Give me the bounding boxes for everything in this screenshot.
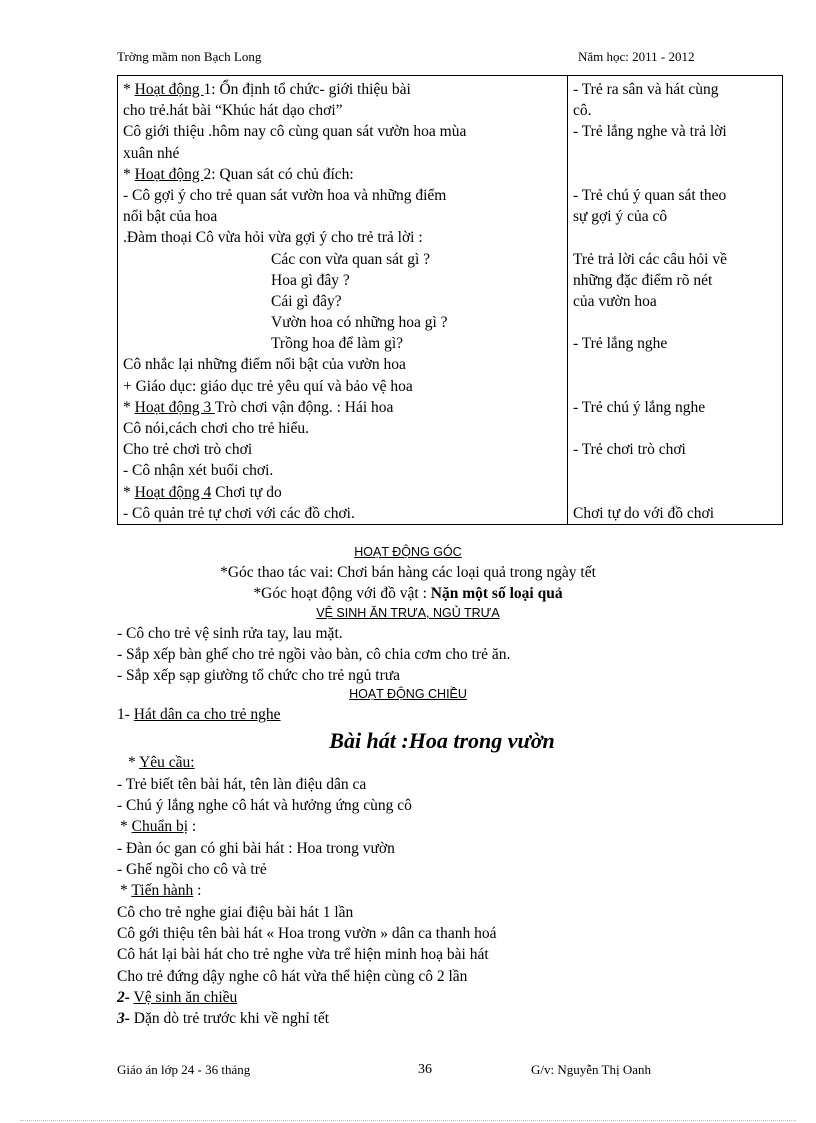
- chieu-item-2-number: 2-: [117, 989, 130, 1006]
- song-title: Bài hát :Hoa trong vườn: [329, 728, 555, 753]
- teacher-activity-line: [123, 482, 564, 503]
- header-school-year: Năm học: 2011 - 2012: [578, 49, 695, 64]
- goc-line-2-label: *Góc hoạt động với đồ vật :: [253, 585, 431, 602]
- teacher-activity-line: Trồng hoa để làm gì?: [271, 335, 404, 353]
- yeucau-line-2: - Chú ý lắng nghe cô hát và hưởng ứng cùng cô: [117, 797, 412, 814]
- tienhanh-heading: * Tiến hành :: [120, 882, 202, 899]
- child-activity-line: [573, 482, 779, 503]
- lesson-plan-table: [117, 75, 783, 525]
- child-activity-line: - Trẻ chú ý lắng nghe: [573, 398, 706, 416]
- teacher-activity-line: .Đàm thoại Cô vừa hỏi vừa gợi ý cho trẻ trả lời :: [123, 229, 423, 247]
- header-school: Trờng mầm non Bạch Long: [117, 49, 262, 64]
- teacher-activity-line: - Cô quản trẻ tự chơi với các đồ chơi.: [123, 504, 355, 522]
- child-activity-line: của vườn hoa: [573, 292, 657, 310]
- activity-label: Hoạt động 3: [134, 398, 215, 416]
- child-activity-line: [573, 227, 779, 248]
- child-activity-line: - Trẻ lắng nghe và trả lời: [573, 123, 727, 141]
- activity-description: Trò chơi vận động. : Hái hoa: [214, 398, 394, 416]
- activity-bullet: *: [123, 483, 135, 501]
- goc-line-2-bold: Nặn một số loại quả: [430, 585, 563, 602]
- teacher-activity-line: xuân nhé: [123, 144, 180, 162]
- activity-bullet: *: [123, 165, 135, 183]
- chieu-item-1: [117, 706, 281, 724]
- activity-label: Hoạt động: [134, 81, 204, 98]
- yeucau-line-1: - Trẻ biết tên bài hát, tên làn điệu dân ca: [117, 776, 367, 793]
- tienhanh-line-1: Cô cho trẻ nghe giai điệu bài hát 1 lần: [117, 904, 354, 921]
- teacher-activity-line: Cô giới thiệu .hôm nay cô cùng quan sát vườn hoa mùa: [123, 123, 467, 141]
- child-activity-line: [573, 312, 779, 333]
- teacher-activity-line: + Giáo dục: giáo dục trẻ yêu quí và bảo vệ hoa: [123, 377, 413, 395]
- chieu-item-1-number: 1-: [117, 706, 134, 723]
- child-activity-line: [573, 376, 779, 397]
- activity-bullet: *: [123, 81, 135, 98]
- teacher-activity-line: - Cô gợi ý cho trẻ quan sát vườn hoa và những điểm: [123, 186, 447, 204]
- chieu-item-2: [117, 989, 237, 1007]
- child-activity-line: sự gợi ý của cô: [573, 208, 668, 226]
- footer-class: Giáo án lớp 24 - 36 tháng: [117, 1062, 251, 1077]
- teacher-activity-line: [123, 397, 564, 418]
- tienhanh-line-4: Cho trẻ đứng dậy nghe cô hát vừa thể hiện cùng cô 2 lần: [117, 968, 468, 985]
- chieu-heading: HOẠT ĐỘNG CHIỀU: [349, 687, 467, 701]
- child-activity-line: [573, 143, 779, 164]
- teacher-activity-line: Vườn hoa có những hoa gì ?: [271, 314, 448, 332]
- teacher-activity-line: Hoa gì đây ?: [271, 271, 350, 289]
- teacher-activity-line: Cái gì đây?: [271, 292, 342, 310]
- goc-line-1: *Góc thao tác vai: Chơi bán hàng các loại quả trong ngày tết: [220, 564, 596, 581]
- teacher-activity-line: Cô nói,cách chơi cho trẻ hiểu.: [123, 420, 309, 437]
- chieu-item-1-label: Hát dân ca cho trẻ nghe: [133, 706, 281, 723]
- teacher-activity-line: Các con vừa quan sát gì ?: [271, 250, 431, 268]
- activity-description: 2: Quan sát có chủ đích:: [203, 165, 354, 183]
- activity-bullet: *: [123, 398, 135, 416]
- vesinh-line-1: - Cô cho trẻ vệ sinh rửa tay, lau mặt.: [117, 625, 343, 642]
- teacher-activity-line: nổi bật của hoa: [123, 208, 218, 226]
- yeucau-label: Yêu cầu:: [139, 754, 195, 771]
- teacher-activity-line: [123, 164, 564, 185]
- chuanbi-heading: * Chuẩn bị :: [120, 818, 197, 835]
- activity-description: Chơi tự do: [211, 483, 282, 501]
- vesinh-line-3: - Sắp xếp sạp giường tổ chức cho trẻ ngủ trưa: [117, 667, 401, 684]
- activity-description: 1: Ổn định tổ chức- giới thiệu bài: [203, 81, 411, 98]
- chuanbi-line-2: - Ghế ngồi cho cô và trẻ: [117, 861, 267, 878]
- page-bottom-divider: [20, 1120, 796, 1121]
- child-activity-line: [573, 164, 779, 185]
- child-activity-line: - Trẻ lắng nghe: [573, 335, 668, 353]
- teacher-activity-line: - Cô nhận xét buổi chơi.: [123, 462, 274, 480]
- child-activity-line: Chơi tự do với đồ chơi: [573, 504, 715, 522]
- goc-line-2: [0, 585, 816, 603]
- vesinh-line-2: - Sắp xếp bàn ghế cho trẻ ngồi vào bàn, cô chia cơm cho trẻ ăn.: [117, 646, 511, 663]
- child-activity-line: cô.: [573, 102, 592, 120]
- child-activity-line: - Trẻ chơi trò chơi: [573, 441, 686, 459]
- footer-page-number: 36: [418, 1062, 432, 1077]
- yeucau-heading: * Yêu cầu:: [128, 754, 195, 771]
- activity-label: Hoạt động: [134, 165, 204, 183]
- tienhanh-line-3: Cô hát lại bài hát cho trẻ nghe vừa trể hiện minh hoạ bài hát: [117, 946, 489, 963]
- tienhanh-label: Tiến hành: [131, 882, 194, 899]
- child-activity-line: [573, 460, 779, 481]
- chuanbi-label: Chuẩn bị: [131, 818, 189, 835]
- teacher-activity-line: Cô nhắc lại những điểm nổi bật của vườn hoa: [123, 356, 406, 374]
- child-activities-cell: [568, 76, 783, 525]
- chuanbi-line-1: - Đàn óc gan có ghi bài hát : Hoa trong vườn: [117, 840, 395, 857]
- teacher-activities-cell: [118, 76, 568, 525]
- child-activity-line: [573, 418, 779, 439]
- chieu-item-2-label: Vệ sinh ăn chiều: [133, 989, 238, 1006]
- vesinh-heading: VỆ SINH ĂN TRƯA, NGỦ TRƯA: [316, 606, 500, 620]
- activity-label: Hoạt động 4: [134, 483, 212, 501]
- child-activity-line: những đặc điểm rõ nét: [573, 271, 713, 289]
- teacher-activity-line: cho trẻ.hát bài “Khúc hát dạo chơi”: [123, 102, 343, 120]
- goc-heading: HOẠT ĐỘNG GÓC: [354, 545, 462, 559]
- teacher-activity-line: [123, 79, 564, 100]
- teacher-activity-line: Cho trẻ chơi trò chơi: [123, 441, 253, 459]
- child-activity-line: - Trẻ ra sân và hát cùng: [573, 81, 719, 98]
- tienhanh-line-2: Cô gới thiệu tên bài hát « Hoa trong vườn » dân ca thanh hoá: [117, 925, 497, 942]
- chieu-item-3-text: Dặn dò trẻ trước khi về nghỉ tết: [129, 1010, 330, 1027]
- child-activity-line: Trẻ trả lời các câu hỏi về: [573, 250, 727, 268]
- chieu-item-3-number: 3-: [117, 1010, 130, 1027]
- child-activity-line: [573, 354, 779, 375]
- footer-teacher: G/v: Nguyễn Thị Oanh: [531, 1062, 651, 1077]
- chieu-item-3: [117, 1010, 329, 1028]
- child-activity-line: - Trẻ chú ý quan sát theo: [573, 186, 727, 204]
